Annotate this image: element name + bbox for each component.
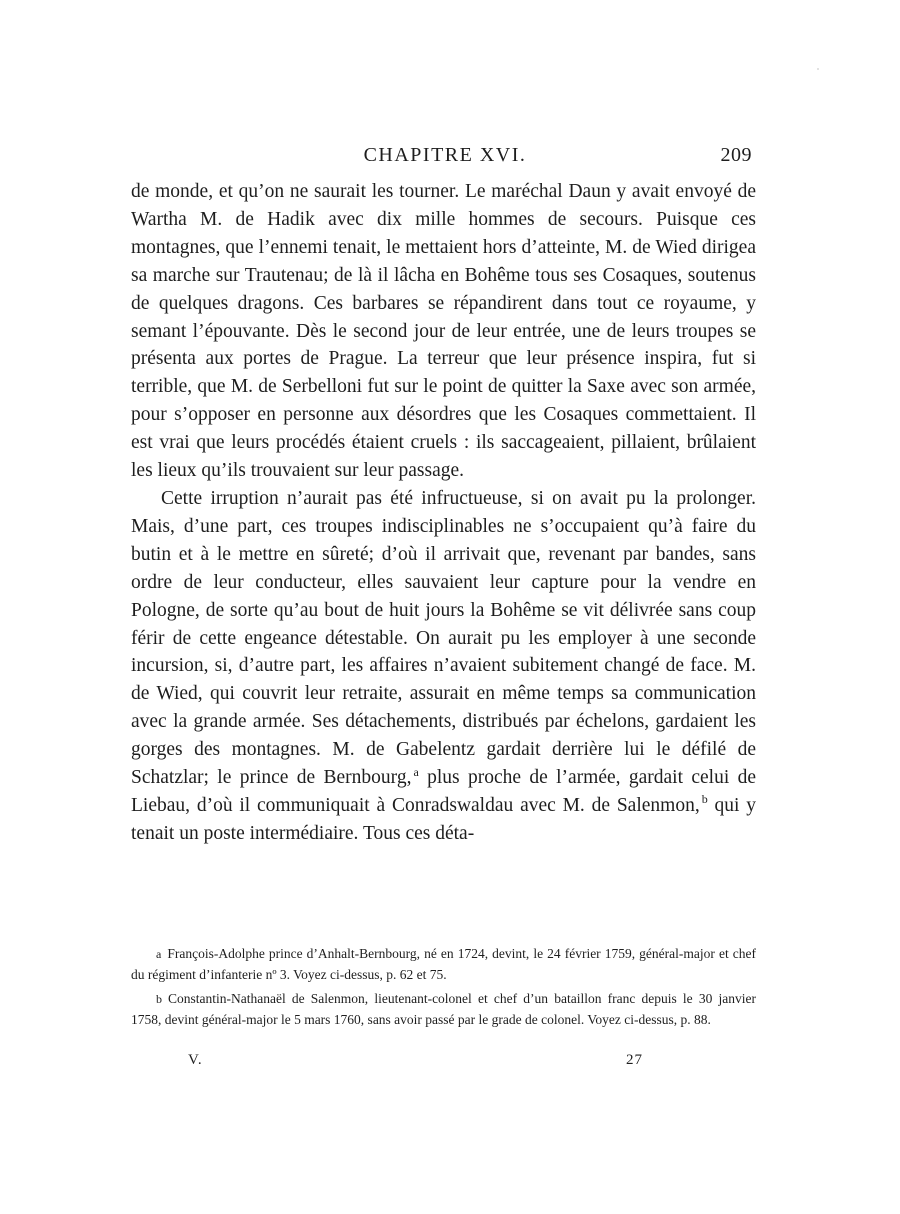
footnote-a-letter: a xyxy=(156,947,162,961)
paragraph-2 xyxy=(131,485,756,848)
footnote-a-text: François-Adolphe prince d’Anhalt-Bernbourg, né en 1724, devint, le 24 février 1759, général-major et chef du régiment d’infanterie nº 3. Voyez ci-dessus, p. 62 et 75. xyxy=(131,946,756,982)
footnote-a xyxy=(131,944,756,985)
paper-speck xyxy=(817,68,819,70)
footnote-b-letter: b xyxy=(156,992,162,1006)
paragraph-2-part-2: plus proche de l’armée, gardait celui de Liebau, d’où il communiquait à Conradswaldau avec M. de Salenmon, xyxy=(131,767,756,816)
paragraph-2-part-3: qui y tenait un poste intermédiaire. Tous ces déta- xyxy=(131,794,756,844)
footnote-ref-a[interactable]: a xyxy=(413,764,419,779)
main-text xyxy=(131,178,756,848)
footnotes xyxy=(131,944,756,1034)
sheet-number: 27 xyxy=(626,1052,643,1068)
signature-mark: V. xyxy=(188,1052,203,1068)
footnote-ref-b[interactable]: b xyxy=(701,792,708,807)
footnote-b xyxy=(131,989,756,1030)
footnote-b-text: Constantin-Nathanaël de Salenmon, lieutenant-colonel et chef d’un bataillon franc depuis le 30 janvier 1758, devint général-major le 5 mars 1760, sans avoir passé par le grade de colonel. Voyez ci-dessus, p. 88. xyxy=(131,991,756,1027)
paragraph-1: de monde, et qu’on ne saurait les tourner. Le maréchal Daun y avait envoyé de Wartha M. de Hadik avec dix mille hommes de secours. Puisque ces montagnes, que l’ennemi tenait, le mettaient hors d’atteinte, M. de Wied dirigea sa marche sur Trautenau; de là il lâcha en Bohême tous ses Cosaques, soutenus de quelques dragons. Ces barbares se répandirent dans tout ce royaume, y semant l’épouvante. Dès le second jour de leur entrée, une de leurs troupes se présenta aux portes de Prague. La terreur que leur présence inspira, fut si terrible, que M. de Serbelloni fut sur le point de quitter la Saxe avec son armée, pour s’opposer en personne aux désordres que les Cosaques commettaient. Il est vrai que leurs procédés étaient cruels : ils saccageaient, pillaient, brûlaient les lieux qu’ils trouvaient sur leur passage. xyxy=(131,181,756,482)
paragraph-2-part-1: Cette irruption n’aurait pas été infructueuse, si on avait pu la prolonger. Mais, d’une part, ces troupes indisciplinables ne s’occupaient qu’à faire du butin et à le mettre en sûreté; d’où il arrivait que, revenant par bandes, sans ordre de leur conducteur, elles sauvaient leur capture pour la vendre en Pologne, de sorte qu’au bout de huit jours la Bohême se vit délivrée sans coup férir de cette engeance détestable. On aurait pu les employer à une seconde incursion, si, d’autre part, les affaires n’avaient subitement changé de face. M. de Wied, qui couvrit leur retraite, assurait en même temps sa communication avec la grande armée. Ses détachements, distribués par échelons, gardaient les gorges des montagnes. M. de Gabelentz gardait derrière lui le défilé de Schatzlar; le prince de Bernbourg, xyxy=(131,487,756,789)
page-number: 209 xyxy=(720,144,752,166)
chapter-title: CHAPITRE XVI. xyxy=(363,144,527,166)
